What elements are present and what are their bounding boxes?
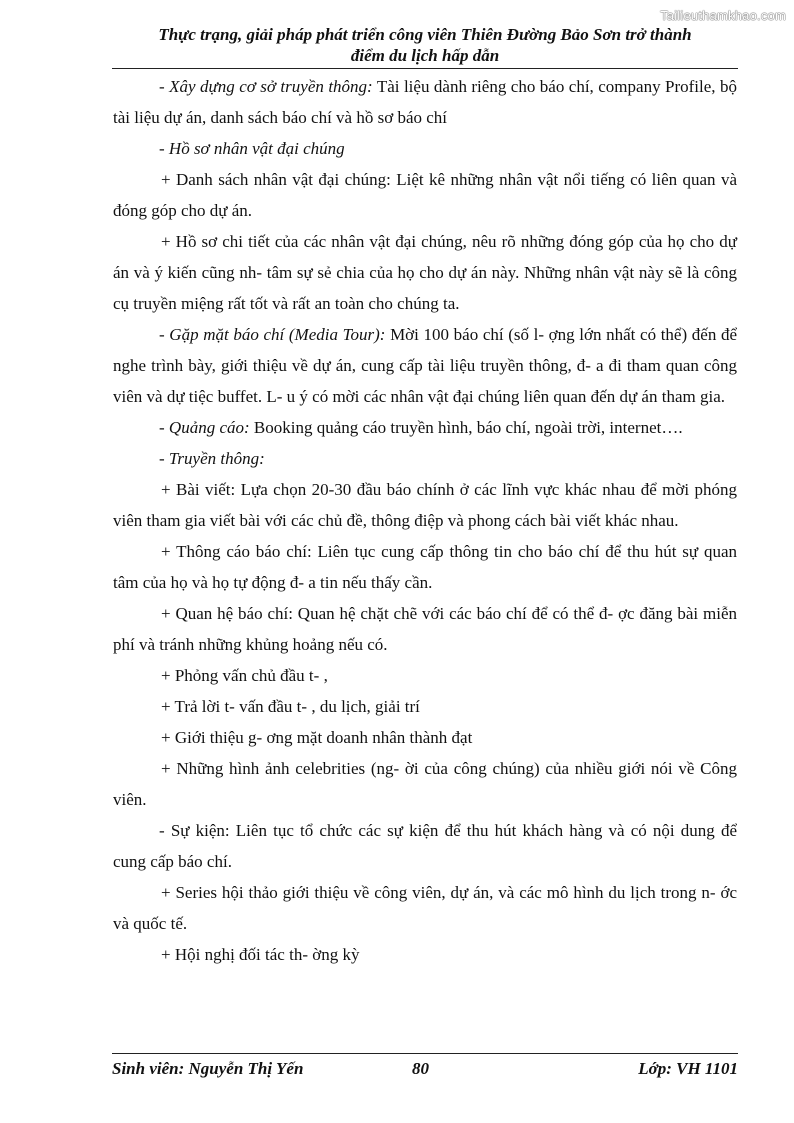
paragraph xyxy=(113,939,737,970)
header-title-line-2: điểm du lịch hấp dẫn xyxy=(350,46,500,65)
paragraph xyxy=(113,319,737,412)
paragraph-label: - Quảng cáo: xyxy=(159,418,250,437)
paragraph xyxy=(113,133,737,164)
footer-student: Sinh viên: Nguyễn Thị Yến xyxy=(112,1059,304,1078)
paragraph-text: Booking quảng cáo truyền hình, báo chí, ngoài trời, internet…. xyxy=(249,418,683,437)
paragraph-text: Mời 100 báo chí (số l- ợng lớn nhất có thể) đến để nghe trình bày, giới thiệu về dự án, cung cấp tài liệu truyền thông, đ- a đi tham quan công viên và dự tiệc buffet. L- u ý có mời các nhân vật đại chúng liên quan đến dự án tham gia. xyxy=(113,325,737,406)
paragraph-text: + Series hội thảo giới thiệu về công viên, dự án, và các mô hình du lịch trong n- ớc và quốc tế. xyxy=(113,883,737,933)
paragraph-text: + Những hình ảnh celebrities (ng- ời của công chúng) của nhiều giới nói về Công viên. xyxy=(113,759,737,809)
footer-class: Lớp: VH 1101 xyxy=(638,1059,738,1078)
paragraph-text: + Hội nghị đối tác th- ờng kỳ xyxy=(161,945,360,964)
paragraph-text: + Thông cáo báo chí: Liên tục cung cấp thông tin cho báo chí để thu hút sự quan tâm của họ và họ tự động đ- a tin nếu thấy cần. xyxy=(113,542,737,592)
paragraph-text: + Quan hệ báo chí: Quan hệ chặt chẽ với các báo chí để có thể đ- ợc đăng bài miễn phí và tránh những khủng hoảng nếu có. xyxy=(113,604,737,654)
paragraph-label: - Hồ sơ nhân vật đại chúng xyxy=(159,139,345,158)
paragraph xyxy=(113,71,737,133)
document-body xyxy=(113,71,737,970)
paragraph-text: + Bài viết: Lựa chọn 20-30 đầu báo chính ở các lĩnh vực khác nhau để mời phóng viên tham gia viết bài với các chủ đề, thông điệp và phong cách bài viết khác nhau. xyxy=(113,480,737,530)
paragraph xyxy=(113,443,737,474)
paragraph xyxy=(113,660,737,691)
footer-divider xyxy=(112,1053,738,1054)
paragraph-label: - Xây dựng cơ sở truyền thông: xyxy=(159,77,373,96)
paragraph-text: + Hồ sơ chi tiết của các nhân vật đại chúng, nêu rõ những đóng góp của họ cho dự án và ý kiến cũng nh- tâm sự sẻ chia của họ cho dự án này. Những nhân vật này sẽ là công cụ truyền miệng rất tốt và rất an toàn cho chúng ta. xyxy=(113,232,737,313)
paragraph-text: + Phỏng vấn chủ đầu t- , xyxy=(161,666,328,685)
paragraph-text: + Danh sách nhân vật đại chúng: Liệt kê những nhân vật nổi tiếng có liên quan và đóng góp cho dự án. xyxy=(113,170,737,220)
paragraph xyxy=(113,226,737,319)
header-divider xyxy=(112,68,738,69)
watermark: Tailieuthamkhao.com xyxy=(660,8,786,23)
paragraph-label: - Truyền thông: xyxy=(159,449,265,468)
paragraph xyxy=(113,598,737,660)
paragraph-text: + Trả lời t- vấn đầu t- , du lịch, giải trí xyxy=(161,697,420,716)
paragraph xyxy=(113,753,737,815)
paragraph-label: - Gặp mặt báo chí (Media Tour): xyxy=(159,325,386,344)
paragraph xyxy=(113,412,737,443)
paragraph xyxy=(113,536,737,598)
paragraph-text: Tài liệu dành riêng cho báo chí, company Profile, bộ tài liệu dự án, danh sách báo chí và hồ sơ báo chí xyxy=(113,77,737,127)
paragraph xyxy=(113,164,737,226)
paragraph xyxy=(113,722,737,753)
paragraph xyxy=(113,877,737,939)
paragraph xyxy=(113,691,737,722)
paragraph xyxy=(113,474,737,536)
header-title-line-1: Thực trạng, giải pháp phát triển công viên Thiên Đường Bảo Sơn trở thành xyxy=(158,25,692,44)
page-number: 80 xyxy=(412,1059,429,1078)
paragraph xyxy=(113,815,737,877)
page-header xyxy=(112,24,738,66)
paragraph-text: - Sự kiện: Liên tục tổ chức các sự kiện để thu hút khách hàng và có nội dung để cung cấp báo chí. xyxy=(113,821,737,871)
paragraph-text: + Giới thiệu g- ơng mặt doanh nhân thành đạt xyxy=(161,728,473,747)
